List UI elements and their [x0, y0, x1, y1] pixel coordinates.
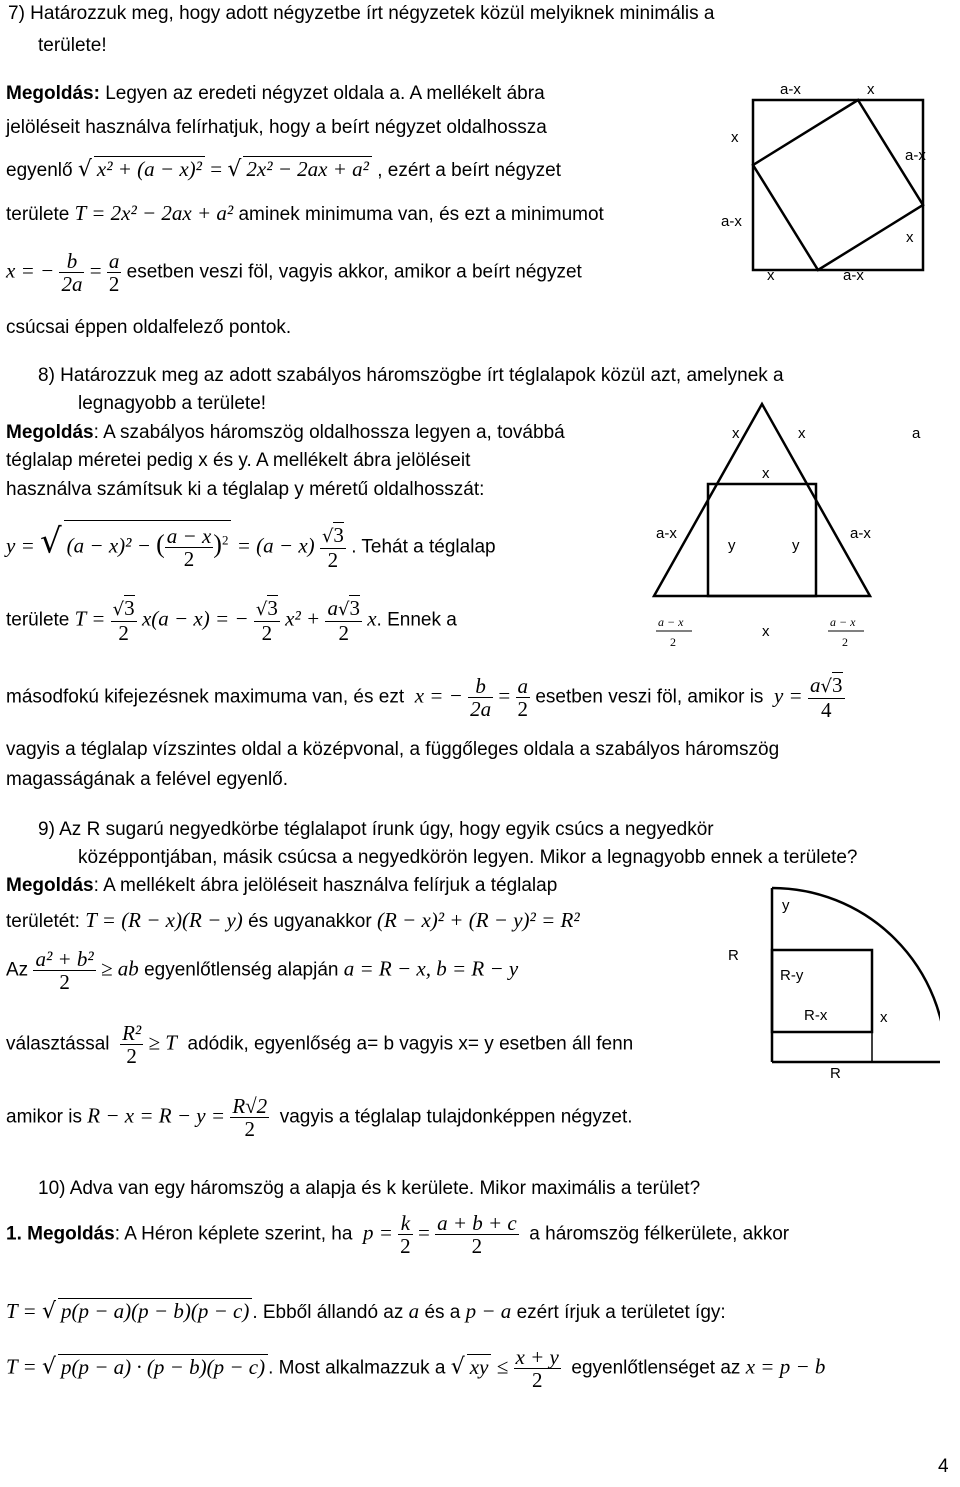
p7-outer-square — [753, 100, 923, 270]
p9-question-line2: középpontjában, másik csúcsa a negyedkörön legyen. Mikor a legnagyobb ennek a területe? — [78, 847, 858, 868]
p8-T-x2: x² + — [285, 606, 321, 631]
p7-side-formula-line: egyenlő √ x² + (a − x)² = √ 2x² − 2ax + a² , ezért a beírt négyzet — [6, 157, 561, 182]
p7-label-right-ax: a-x — [905, 147, 926, 164]
p7-min-x: x = − — [6, 258, 55, 283]
p8-text-terulete: területe — [6, 609, 70, 631]
p9-R2-num: R² — [122, 1021, 142, 1045]
p8-solution-line7: vagyis a téglalap vízszintes oldal a középvonal, a függőleges oldala a szabályos háromszög — [6, 739, 780, 760]
p8-triangle — [654, 404, 870, 596]
p8-T-lhs: T = — [74, 606, 106, 631]
sqrt-icon: √ — [255, 599, 268, 620]
p9-final-lhs: R − x = R − y = — [87, 1103, 226, 1128]
page-number: 4 — [938, 1456, 949, 1477]
p7-text-terulete: területe — [6, 204, 70, 225]
p10-const-pa: p − a — [465, 1299, 512, 1323]
p10-solution-text1: : A Héron képlete szerint, ha — [114, 1223, 353, 1245]
p10-question: 10) Adva van egy háromszög a alapja és k kerülete. Mikor maximális a terület? — [38, 1178, 701, 1199]
p9-text-valasztassal: választással — [6, 1033, 110, 1055]
p9-area-line — [6, 908, 580, 934]
p8-max-b: b — [468, 675, 493, 698]
sqrt-icon: √ — [40, 521, 62, 562]
p9-text-vagyis: vagyis a téglalap tulajdonképpen négyzet. — [279, 1106, 633, 1128]
p10-text-es-a: és a — [424, 1302, 461, 1323]
p8-y-eq: = (a − x) — [236, 533, 315, 558]
p7-inner-square — [753, 100, 923, 270]
p7-side-left: x² + (a − x)² — [94, 156, 205, 181]
p10-x-eq: x = p − b — [745, 1354, 826, 1379]
p7-label-right-x: x — [906, 229, 914, 246]
p8-solution-line2: téglalap méretei pedig x és y. A mellékelt ábra jelöléseit — [6, 450, 471, 471]
p8-max-x: x = − — [414, 683, 463, 708]
p7-solution-line2: jelöléseit használva felírhatjuk, hogy a beírt négyzet oldalhossza — [6, 117, 547, 138]
p8-text-masodfoku: másodfokú kifejezésnek maximuma van, és ezt — [6, 686, 405, 708]
p7-label-bot-ax: a-x — [843, 267, 864, 284]
p8-y-sqrt3: 3 — [333, 522, 344, 547]
sqrt-icon: √ — [450, 1354, 465, 1380]
p7-area-formula: T = 2x² − 2ax + a² — [74, 201, 234, 225]
p8-text-tehat: . Tehát a téglalap — [351, 536, 496, 558]
p7-label-top-x: x — [867, 81, 875, 98]
p9-ineq-num: a² + b² — [35, 947, 94, 971]
sqrt-icon: √ — [41, 1354, 57, 1380]
p8-max-y3: 3 — [832, 673, 843, 697]
p7-solution-label: Megoldás: — [6, 83, 100, 104]
p8-T-den-a: 2 — [118, 621, 129, 645]
p9-label-Ry: R-y — [780, 967, 804, 984]
p9-text-adodik: adódik, egyenlőség a= b vagyis x= y esetben áll fenn — [187, 1033, 634, 1055]
p8-label-a: a — [912, 425, 921, 442]
p10-xy: xy — [467, 1354, 492, 1380]
p8-label-br-den: 2 — [842, 635, 848, 649]
p9-circle-eq: (R − x)² + (R − y)² = R² — [376, 908, 580, 932]
p8-label-x1: x — [732, 425, 740, 442]
sqrt-icon: √ — [112, 599, 125, 620]
p10-le: ≤ — [496, 1354, 509, 1379]
p8-text-ennek: . Ennek a — [376, 609, 457, 631]
p8-label-bl-num: a − x — [658, 615, 684, 629]
p8-solution-line1 — [6, 421, 565, 445]
p7-text-ezert: , ezért a beírt négyzet — [377, 160, 561, 181]
sqrt-icon: √ — [77, 157, 92, 182]
p9-R2-den: 2 — [126, 1044, 137, 1068]
p8-solution-text1: : A szabályos háromszög oldalhossza legyen a, továbbá — [93, 422, 565, 443]
p7-min-line: x = − $\frac{b}{2a}$ = $\frac{a}{2}$ esetben veszi föl, vagyis akkor, amikor a beírt négyzet — [6, 249, 582, 296]
p9-solution-text1: : A mellékelt ábra jelöléseit használva felírjuk a téglalap — [93, 875, 558, 896]
p8-max-line: másodfokú kifejezésnek maximuma van, és ezt x = − $\frac{b}{2a}$ = $\frac{a}{2}$ esetben veszi föl, amikor is y = $\frac{a√3}{4}$ — [6, 673, 843, 722]
p8-max-ya: a — [810, 673, 821, 697]
p7-min-2: 2 — [108, 272, 120, 296]
p9-label-Rx: R-x — [804, 1007, 828, 1024]
p10-xpy: x + y — [515, 1345, 559, 1369]
sqrt-icon: √ — [337, 599, 350, 620]
p7-solution-text1: Legyen az eredeti négyzet oldala a. A mellékelt ábra — [105, 83, 545, 104]
p10-p-k: k — [398, 1212, 413, 1235]
p10-text-felkerulete: a háromszög félkerülete, akkor — [529, 1223, 790, 1245]
p7-text-esetben: esetben veszi föl, vagyis akkor, amikor a beírt négyzet — [126, 261, 582, 283]
p8-question-line2: legnagyobb a területe! — [78, 393, 267, 414]
p8-y-lhs: y = — [6, 533, 40, 558]
p8-solution-label: Megoldás — [6, 422, 94, 443]
p8-figure — [640, 400, 960, 662]
p10-solution-line1: 1. Megoldás: A Héron képlete szerint, ha p = $\frac{k}{2}$ = $\frac{a + b + c}{2}$ a háromszög félkerülete, akkor — [6, 1211, 790, 1258]
p9-solution-line1 — [6, 874, 557, 898]
p8-T-a: a — [327, 596, 338, 620]
p10-T2-lhs: T = — [6, 1354, 42, 1379]
p9-label-y: y — [782, 897, 790, 914]
sqrt-icon: √ — [41, 1299, 57, 1324]
p8-y-frac-den: 2 — [183, 547, 195, 571]
p9-text-es: és ugyanakkor — [248, 911, 372, 932]
p8-area-line — [6, 597, 457, 644]
sqrt-icon: √ — [321, 525, 334, 547]
p9-figure — [700, 880, 940, 1080]
p8-max-y: y = — [773, 683, 803, 708]
p8-max-a: a — [517, 674, 529, 698]
p8-T-sqrt3-c: 3 — [349, 596, 360, 620]
p9-final-den: 2 — [244, 1117, 255, 1141]
p10-p-lhs: p = — [362, 1220, 393, 1245]
p9-substitution: a = R − x, b = R − y — [343, 956, 519, 981]
p9-ineq-line — [6, 948, 518, 993]
p7-label-bot-x: x — [767, 267, 775, 284]
p7-question-line1: 7) Határozzuk meg, hogy adott négyzetbe írt négyzetek közül melyiknek minimális a — [8, 3, 715, 24]
p8-rectangle — [708, 484, 816, 596]
p7-area-line — [6, 201, 604, 227]
p7-text-minimum: aminek minimuma van, és ezt a minimumot — [238, 204, 604, 225]
p9-label-R-bot: R — [830, 1065, 841, 1080]
p9-text-egyenlotlenseg: egyenlőtlenség alapján — [144, 959, 339, 981]
p7-figure — [715, 80, 960, 290]
sqrt-icon: √ — [227, 157, 242, 182]
p7-solution-line1 — [6, 82, 545, 106]
p7-label-left-ax: a-x — [721, 213, 742, 230]
p9-text-amikor: amikor is — [6, 1106, 83, 1128]
p9-ineq-rhs: ≥ ab — [101, 956, 139, 981]
p10-heron-line — [6, 1298, 726, 1325]
p10-amgm-line — [6, 1346, 825, 1391]
p8-label-x3: x — [762, 465, 770, 482]
p10-p-den1: 2 — [400, 1234, 411, 1258]
p8-label-left-ax: a-x — [656, 525, 677, 542]
p10-xy-den: 2 — [531, 1368, 543, 1392]
p8-label-br-num: a − x — [830, 615, 856, 629]
p8-label-x2: x — [798, 425, 806, 442]
p9-text-teruletet: területét: — [6, 911, 80, 932]
p8-y-formula-line: y = √ (a − x)² − ( $\frac{a - x}{2}$ )$^2$ = (a − x) $\frac{√3}{2}$ . Tehát a téglalap — [6, 521, 496, 572]
p9-ineq-den: 2 — [59, 970, 70, 994]
p9-choice-line — [6, 1022, 633, 1067]
p10-solution-label: 1. Megoldás — [6, 1223, 115, 1245]
p9-final-line — [6, 1095, 633, 1140]
p7-label-left-x: x — [731, 129, 739, 146]
p9-label-x: x — [880, 1009, 888, 1026]
p10-p-abc: a + b + c — [437, 1211, 517, 1235]
p10-text-ebbol: . Ebből állandó az — [252, 1302, 404, 1323]
p10-const-a: a — [408, 1299, 420, 1323]
p10-p-den2: 2 — [471, 1234, 483, 1258]
p8-label-y1: y — [728, 537, 736, 554]
p8-T-mid: x(a − x) = − — [141, 606, 249, 631]
p7-min-2a: 2a — [61, 272, 83, 296]
p8-max-2a: 2a — [470, 697, 492, 721]
p10-T1-inner: p(p − a)(p − b)(p − c) — [58, 1298, 252, 1323]
p10-text-most: . Most alkalmazzuk a — [268, 1357, 446, 1379]
p7-label-top-ax: a-x — [780, 81, 801, 98]
p8-label-y2: y — [792, 537, 800, 554]
p10-T1-lhs: T = — [6, 1299, 42, 1323]
p9-ge-T: ≥ T — [148, 1030, 177, 1055]
p9-question-line1: 9) Az R sugarú negyedkörbe téglalapot írunk úgy, hogy egyik csúcs a negyedkör — [38, 819, 714, 840]
p8-solution-line8: magasságának a felével egyenlő. — [6, 769, 289, 790]
p9-text-az: Az — [6, 959, 29, 981]
p8-T-sqrt3-a: 3 — [124, 596, 135, 620]
p8-T-sqrt3-b: 3 — [267, 596, 278, 620]
p7-question-line2: területe! — [38, 35, 107, 56]
p10-T2-inner: p(p − a) · (p − b)(p − c) — [58, 1354, 268, 1380]
p8-y-den2: 2 — [327, 547, 339, 572]
p7-min-a: a — [108, 249, 120, 273]
p8-text-esetben: esetben veszi föl, amikor is — [535, 686, 764, 708]
p8-label-right-ax: a-x — [850, 525, 871, 542]
p8-T-den-b: 2 — [261, 621, 273, 645]
p10-text-ezert: ezért írjuk a területet így: — [516, 1302, 726, 1323]
p9-label-R-left: R — [728, 947, 739, 964]
p8-label-bx: x — [762, 623, 770, 640]
sqrt-icon: √ — [820, 676, 832, 697]
p8-question-line1: 8) Határozzuk meg az adott szabályos háromszögbe írt téglalapok közül azt, amelynek a — [38, 365, 784, 386]
p10-text-egyenlotlenseget: egyenlőtlenséget az — [571, 1357, 741, 1379]
p8-max-y4: 4 — [821, 698, 832, 722]
p9-final-num: R√2 — [232, 1094, 268, 1118]
p9-solution-label: Megoldás — [6, 875, 94, 896]
p8-y-inner: (a − x)² − — [66, 533, 151, 558]
p8-T-x: x — [367, 606, 377, 631]
p8-y-frac-num: a − x — [166, 524, 212, 548]
p7-side-right: 2x² − 2ax + a² — [243, 156, 372, 181]
p7-text-egyenlo: egyenlő — [6, 160, 73, 181]
p8-label-bl-den: 2 — [670, 635, 676, 649]
p8-solution-line3: használva számítsuk ki a téglalap y méretű oldalhosszát: — [6, 479, 485, 500]
p8-max-2: 2 — [517, 697, 529, 721]
p9-T-formula: T = (R − x)(R − y) — [85, 908, 243, 932]
p8-T-den-c: 2 — [338, 621, 349, 645]
p7-solution-line6: csúcsai éppen oldalfelező pontok. — [6, 317, 292, 338]
p7-min-b: b — [59, 250, 84, 273]
